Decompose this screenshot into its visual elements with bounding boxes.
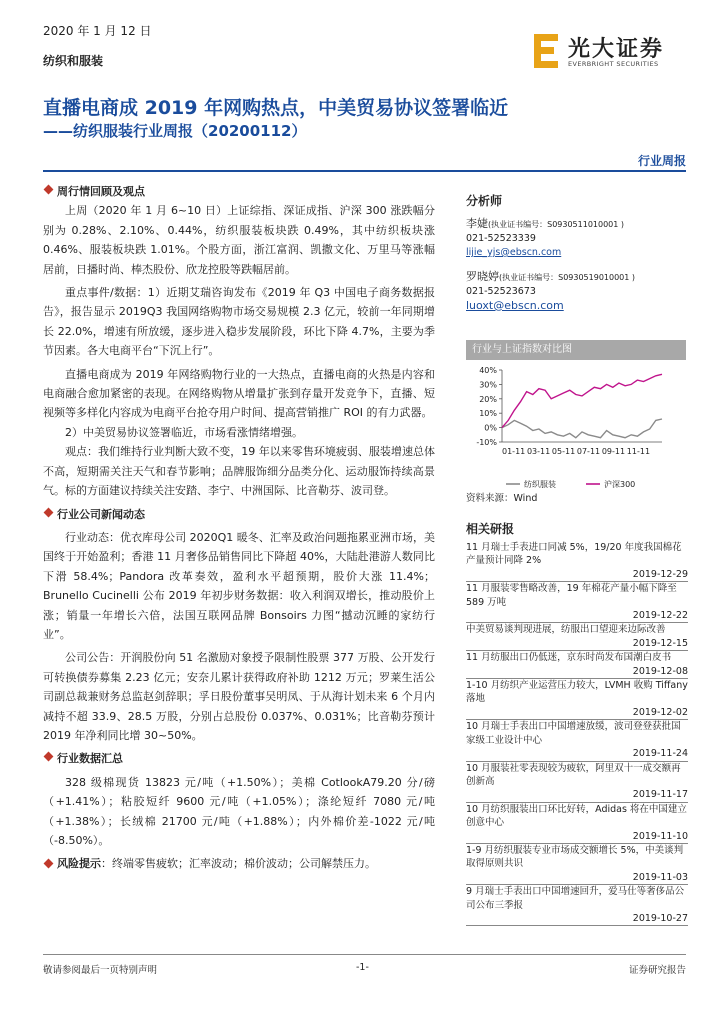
analyst-heading: 分析师 xyxy=(466,194,503,208)
related-report-item[interactable] xyxy=(466,582,688,623)
y-tick-label: 40% xyxy=(479,366,497,375)
y-tick-label: 20% xyxy=(479,394,497,404)
footer-label: 证券研究报告 xyxy=(628,965,686,976)
industry-label: 纺织和服装 xyxy=(43,54,104,68)
related-report-item[interactable] xyxy=(466,803,688,844)
related-report-date: 2019-11-03 xyxy=(632,871,688,883)
related-report-title: 11 月纺服出口仍低迷，京东时尚发布国潮白皮书 xyxy=(466,652,672,664)
related-report-item[interactable] xyxy=(466,844,688,885)
analyst-phone: 021-52523339 xyxy=(466,233,536,244)
related-report-item[interactable] xyxy=(466,885,688,926)
diamond-bullet-icon xyxy=(44,859,54,869)
x-tick-label: 09-11 xyxy=(601,447,626,456)
related-report-title: 10 月瑞士手表出口中国增速放缓，波司登登获批国家级工业设计中心 xyxy=(466,721,681,746)
related-report-item[interactable] xyxy=(466,679,688,720)
logo-text-en: EVERBRIGHT SECURITIES xyxy=(568,60,659,68)
report-title: 直播电商成 2019 年网购热点，中美贸易协议签署临近 xyxy=(43,97,509,119)
analyst-email[interactable]: luoxt@ebscn.com xyxy=(466,299,564,312)
related-report-date: 2019-11-17 xyxy=(632,789,688,801)
related-reports xyxy=(466,520,688,926)
paragraph: 行业动态：优衣库母公司 2020Q1 暖冬、汇率及政治问题拖累亚洲市场，美国终于开始盈利；香港 11 月奢侈品销售同比下降超 40%，大陆赴港游人数同比下滑 58.4%；Pandora 改革奏效，盈利水平超预期，股价大涨 11.4%；Brunello Cucinelli 公布 2019 年初步财务数据：收入利润双增长，推动股价上涨；销量一年增长六倍，法国互联网品牌 Bonsoirs 力图“撼动沉睡的家纺行业”。 xyxy=(43,530,435,641)
section-heading: 周行情回顾及观点 xyxy=(43,182,435,201)
footer-disclaimer: 敬请参阅最后一页特别声明 xyxy=(43,965,158,976)
legend-label: 沪深300 xyxy=(604,480,636,489)
analyst-phone: 021-52523673 xyxy=(466,286,536,297)
series-line-0 xyxy=(502,419,662,438)
paragraph: 观点：我们维持行业判断大致不变，19 年以来零售环境疲弱、服装增速总体不高，短期需关注天气和春节影响；品牌服饰细分品类分化、运动服饰持续高景气。标的方面建议持续关注安踏、李宁、中洲国际、比音勒芬、波司登。 xyxy=(43,445,435,498)
related-report-title: 1-9 月纺织服装专业市场成交额增长 5%，中美谈判取得原则共识 xyxy=(466,844,684,870)
legend-label: 纺织服装 xyxy=(524,480,556,489)
diamond-bullet-icon xyxy=(44,185,54,195)
related-report-title: 11 月服装零售略改善，19 年棉花产量小幅下降至 589 万吨 xyxy=(466,583,677,608)
related-report-date: 2019-12-29 xyxy=(632,568,688,580)
risk-title: 风险提示 xyxy=(57,857,101,871)
related-report-date: 2019-12-08 xyxy=(632,665,688,677)
related-report-date: 2019-11-24 xyxy=(632,748,688,760)
related-report-date: 2019-12-15 xyxy=(632,637,688,649)
diamond-bullet-icon xyxy=(44,507,54,517)
x-tick-label: 03-11 xyxy=(526,447,551,456)
y-tick-label: 30% xyxy=(479,380,497,390)
footer-divider xyxy=(43,954,686,955)
related-report-item[interactable] xyxy=(466,762,688,803)
company-logo xyxy=(530,32,690,72)
y-tick-label: 0% xyxy=(484,423,497,433)
x-tick-label: 05-11 xyxy=(551,447,576,456)
diamond-bullet-icon xyxy=(44,752,54,762)
analyst-1 xyxy=(466,217,688,232)
related-heading: 相关研报 xyxy=(466,522,515,536)
related-report-item[interactable] xyxy=(466,541,688,582)
y-tick-label: -10% xyxy=(476,438,497,447)
x-tick-label: 07-11 xyxy=(576,447,601,456)
index-comparison-chart xyxy=(466,362,688,502)
paragraph: 直播电商成为 2019 年网络购物行业的一大热点，直播电商的火热是内容和电商融合愈加紧密的表现。在网络购物从增量扩张到存量开发竞争下，直播、短视频等多样化内容成为电商平台抢夺用户时间、提高营销推广 ROI 的有力武器。 xyxy=(43,367,435,420)
main-column xyxy=(43,178,435,874)
logo-text-cn: 光大证券 xyxy=(568,37,665,62)
analyst-name: 李婕 xyxy=(466,217,488,230)
report-subtitle: ——纺织服装行业周报（20200112） xyxy=(43,122,307,140)
report-date: 2020 年 1 月 12 日 xyxy=(43,24,152,38)
analyst-cert: (执业证书编号：S0930519010001 ) xyxy=(499,273,636,282)
risk-paragraph xyxy=(43,854,435,873)
analyst-email[interactable]: lijie_yjs@ebscn.com xyxy=(466,247,562,258)
logo-mark-icon xyxy=(530,32,564,70)
related-report-item[interactable] xyxy=(466,623,688,651)
related-report-date: 2019-11-10 xyxy=(632,830,688,842)
x-tick-label: 01-11 xyxy=(502,447,526,456)
y-tick-label: 10% xyxy=(479,409,497,419)
analyst-name: 罗晓婷 xyxy=(466,270,499,283)
analyst-panel xyxy=(466,192,688,313)
section-heading: 行业数据汇总 xyxy=(43,749,435,768)
analyst-2 xyxy=(466,270,688,285)
chart-source: 资料来源：Wind xyxy=(466,493,538,504)
related-report-date: 2019-12-02 xyxy=(632,706,688,718)
related-report-date: 2019-12-22 xyxy=(632,610,688,622)
paragraph: 公司公告：开润股份向 51 名激励对象授予限制性股票 377 万股、公开发行可转换债券募集 2.23 亿元；安奈儿累计获得政府补助 1212 万元；罗莱生活公司副总裁兼财务总监赵剑辞职；孚日股份董事吴明凤、于从海计划未来 6 个月内减持不超 33.9、28.5 万股，分别占总股份 0.037%、0.031%；比音勒芬预计 2019 年净利同比增 30~50%。 xyxy=(43,651,435,742)
related-report-title: 中美贸易谈判现进展，纺服出口望迎来边际改善 xyxy=(466,624,666,636)
related-report-date: 2019-10-27 xyxy=(632,912,688,924)
related-report-title: 9 月瑞士手表出口中国增速回升，爱马仕等奢侈品公司公布三季报 xyxy=(466,886,685,911)
risk-text: ：终端零售疲软；汇率波动；棉价波动；公司解禁压力。 xyxy=(101,857,376,871)
related-report-title: 11 月瑞士手表进口同减 5%，19/20 年度我国棉花产量预计同降 2% xyxy=(466,542,682,567)
paragraph: 2）中美贸易协议签署临近，市场看涨情绪增强。 xyxy=(65,425,303,439)
section-heading: 行业公司新闻动态 xyxy=(43,505,435,524)
series-line-1 xyxy=(502,374,662,427)
page-number: -1- xyxy=(356,962,369,973)
related-report-item[interactable] xyxy=(466,651,688,679)
related-report-title: 10 月服装社零表现较为疲软，阿里双十一成交额再创新高 xyxy=(466,762,681,787)
related-report-title: 1-10 月纺织产业运营压力较大，LVMH 收购 Tiffany 落地 xyxy=(466,680,688,705)
analyst-cert: (执业证书编号：S0930511010001 ) xyxy=(488,220,625,229)
header-divider xyxy=(43,170,686,172)
x-tick-label: 11-11 xyxy=(626,447,651,456)
paragraph: 上周（2020 年 1 月 6~10 日）上证综指、深证成指、沪深 300 涨跌幅分别为 0.28%、2.10%、0.44%，纺织服装板块跌 0.49%，其中纺织板块涨 0.46%、服装板块跌 1.01%。个股方面，浙江富润、凯撒文化、万里马等涨幅居前，日播时尚、棒杰股份、欣龙控股等跌幅居前。 xyxy=(43,204,435,276)
report-type: 行业周报 xyxy=(637,154,686,168)
chart-title: 行业与上证指数对比图 xyxy=(466,340,686,360)
related-report-item[interactable] xyxy=(466,720,688,761)
paragraph: 重点事件/数据：1）近期艾瑞咨询发布《2019 年 Q3 中国电子商务数据报告》，报告显示 2019Q3 我国网络购物市场交易规模 2.3 亿元，较前一年同期增长 22.0%，增速有所放缓，逐步进入稳步发展阶段，环比下降 4.7%，主要为季节因素。各大电商平台“下沉上行”。 xyxy=(43,286,435,358)
paragraph: 328 级棉现货 13823 元/吨（+1.50%）；美棉 CotlookA79.20 分/磅（+1.41%）；粘胶短纤 9600 元/吨（+1.05%）；涤纶短纤 7080 元/吨（+1.38%）；长绒棉 21700 元/吨（+1.88%）；内外棉价差-1022 元/吨（-8.50%）。 xyxy=(43,775,435,847)
related-report-title: 10 月纺织服装出口环比好转，Adidas 将在中国建立创意中心 xyxy=(466,803,687,829)
